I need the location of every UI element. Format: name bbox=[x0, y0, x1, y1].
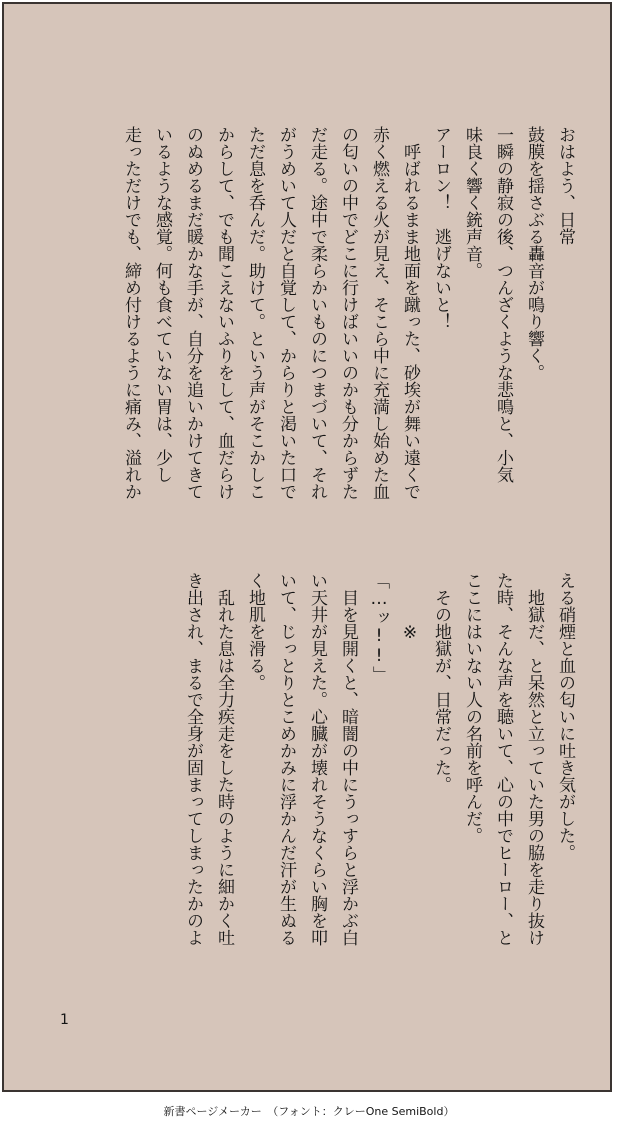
text-line: 走っただけでも、締め付けるように痛み、溢れか bbox=[121, 126, 141, 500]
text-line: いて、じっとりとこめかみに浮かんだ汗が生ぬる bbox=[276, 572, 296, 946]
text-line: 呼ばれるまま地面を蹴った、砂埃が舞い遠くで bbox=[400, 126, 420, 500]
text-line: おはよう、日常 bbox=[555, 126, 575, 245]
text-line: いるような感覚。何も食べていない胃は、少し bbox=[152, 126, 172, 483]
text-line: 鼓膜を揺さぶる轟音が鳴り響く。 bbox=[524, 126, 544, 381]
text-line: 赤く燃える火が見え、そこら中に充満し始めた血 bbox=[369, 126, 389, 500]
text-line: 味良く響く銃声音。 bbox=[462, 126, 482, 279]
text-line: がうめいて人だと自覚して、からりと渇いた口で bbox=[276, 126, 296, 500]
text-line: 「…ッ!!」 bbox=[369, 572, 389, 683]
text-line: のぬめるまだ暖かな手が、自分を追いかけてきて bbox=[183, 126, 203, 500]
text-line: ここにはいない人の名前を呼んだ。 bbox=[462, 572, 482, 844]
text-line: その地獄が、日常だった。 bbox=[431, 572, 451, 793]
text-line: 目を見開くと、暗闇の中にうっすらと浮かぶ白 bbox=[338, 572, 358, 946]
text-line: き出され、まるで全身が固まってしまったかのよ bbox=[183, 572, 203, 946]
text-line: だ走る。途中で柔らかいものにつまづいて、それ bbox=[307, 126, 327, 500]
text-line: 乱れた息は全力疾走をした時のように細かく吐 bbox=[214, 572, 234, 946]
text-line: 地獄だ、と呆然と立っていた男の脇を走り抜け bbox=[524, 572, 544, 946]
text-line: い天井が見えた。心臓が壊れそうなくらい胸を叩 bbox=[307, 572, 327, 946]
text-line: 一瞬の静寂の後、つんざくような悲鳴と、小気 bbox=[493, 126, 513, 483]
text-line: アーロン！ 逃げないと！ bbox=[431, 126, 451, 330]
text-line: ただ息を呑んだ。助けて。という声がそこかしこ bbox=[245, 126, 265, 500]
text-line: ※ bbox=[400, 572, 420, 643]
page-number: 1 bbox=[60, 1012, 69, 1028]
text-line: の匂いの中でどこに行けばいいのかも分からずた bbox=[338, 126, 358, 500]
book-page bbox=[2, 2, 612, 1092]
text-block-bottom bbox=[177, 572, 580, 1002]
text-line: からして、でも聞こえないふりをして、血だらけ bbox=[214, 126, 234, 500]
text-line: た時、そんな声を聴いて、心の中でヒーロー、と bbox=[493, 572, 513, 946]
text-block-top bbox=[115, 126, 580, 546]
text-line: く地肌を滑る。 bbox=[245, 572, 265, 691]
footer-caption: 新書ページメーカー （フォント：クレーOne SemiBold） bbox=[163, 1105, 455, 1118]
text-line: える硝煙と血の匂いに吐き気がした。 bbox=[555, 572, 575, 861]
